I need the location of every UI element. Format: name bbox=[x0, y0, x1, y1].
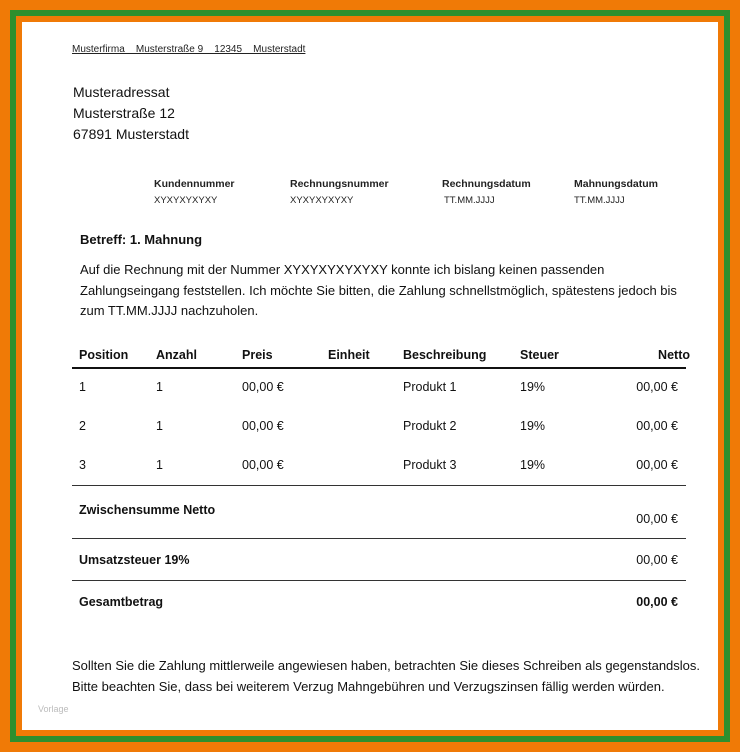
cell-net: 00,00 € bbox=[636, 380, 678, 394]
cell-net: 00,00 € bbox=[636, 458, 678, 472]
recipient-name: Musteradressat bbox=[73, 84, 170, 100]
subtotal-label: Zwischensumme Netto bbox=[79, 503, 216, 517]
meta-invoice-number bbox=[290, 178, 389, 206]
cell-quantity: 1 bbox=[156, 458, 163, 472]
sender-line: Musterfirma Musterstraße 9 12345 Musterstadt bbox=[72, 44, 306, 55]
meta-value: XYXYXYXYXY bbox=[290, 195, 354, 206]
tax-value: 00,00 € bbox=[636, 553, 678, 567]
tax-rule bbox=[72, 580, 686, 581]
meta-label: Mahnungsdatum bbox=[574, 178, 658, 190]
document-page bbox=[22, 22, 718, 730]
cell-price: 00,00 € bbox=[242, 458, 284, 472]
cell-description: Produkt 3 bbox=[403, 458, 457, 472]
cell-quantity: 1 bbox=[156, 419, 163, 433]
meta-label: Rechnungsdatum bbox=[442, 178, 531, 190]
col-header-unit: Einheit bbox=[328, 348, 370, 362]
recipient-street: Musterstraße 12 bbox=[73, 105, 175, 121]
total-value: 00,00 € bbox=[636, 595, 678, 609]
cell-position: 2 bbox=[79, 419, 86, 433]
cell-quantity: 1 bbox=[156, 380, 163, 394]
cell-description: Produkt 1 bbox=[403, 380, 457, 394]
col-header-position: Position bbox=[79, 348, 129, 362]
recipient-city: 67891 Musterstadt bbox=[73, 126, 189, 142]
meta-label: Rechnungsnummer bbox=[290, 178, 389, 190]
col-header-quantity: Anzahl bbox=[156, 348, 197, 362]
subtotal-value: 00,00 € bbox=[636, 512, 678, 526]
cell-price: 00,00 € bbox=[242, 380, 284, 394]
closing-paragraph: Sollten Sie die Zahlung mittlerweile angewiesen haben, betrachten Sie dieses Schreiben als gegenstandslos. Bitte beachten Sie, dass bei weiterem Verzug Mahngebühren und Verzugszinsen fällig werden würden. bbox=[72, 658, 701, 694]
col-header-price: Preis bbox=[242, 348, 273, 362]
recipient-address bbox=[73, 82, 189, 145]
meta-invoice-date bbox=[442, 178, 531, 206]
meta-customer-number bbox=[154, 178, 235, 206]
meta-label: Kundennummer bbox=[154, 178, 235, 190]
col-header-description: Beschreibung bbox=[403, 348, 487, 362]
meta-value: TT.MM.JJJJ bbox=[574, 195, 625, 206]
cell-net: 00,00 € bbox=[636, 419, 678, 433]
cell-tax: 19% bbox=[520, 419, 546, 433]
table-bottom-rule bbox=[72, 485, 686, 486]
cell-tax: 19% bbox=[520, 380, 546, 394]
cell-position: 1 bbox=[79, 380, 86, 394]
total-label: Gesamtbetrag bbox=[79, 595, 164, 609]
col-header-net: Netto bbox=[658, 348, 690, 362]
meta-reminder-date bbox=[574, 178, 658, 206]
intro-paragraph: Auf die Rechnung mit der Nummer XYXYXYXYXYXY konnte ich bislang keinen passenden Zahlungseingang feststellen. Ich möchte Sie bitten, die Zahlung schnellstmöglich, spätestens jedoch bis zum TT.MM.JJJJ nachzuholen. bbox=[80, 262, 677, 318]
meta-value: TT.MM.JJJJ bbox=[444, 195, 495, 206]
col-header-tax: Steuer bbox=[520, 348, 559, 362]
meta-value: XYXYXYXYXY bbox=[154, 195, 218, 206]
cell-price: 00,00 € bbox=[242, 419, 284, 433]
watermark-text: Vorlage bbox=[38, 704, 69, 714]
table-header-rule bbox=[72, 367, 686, 369]
cell-tax: 19% bbox=[520, 458, 546, 472]
cell-position: 3 bbox=[79, 458, 86, 472]
tax-label: Umsatzsteuer 19% bbox=[79, 553, 190, 567]
cell-description: Produkt 2 bbox=[403, 419, 457, 433]
subject-line: Betreff: 1. Mahnung bbox=[80, 232, 203, 247]
subtotal-rule bbox=[72, 538, 686, 539]
